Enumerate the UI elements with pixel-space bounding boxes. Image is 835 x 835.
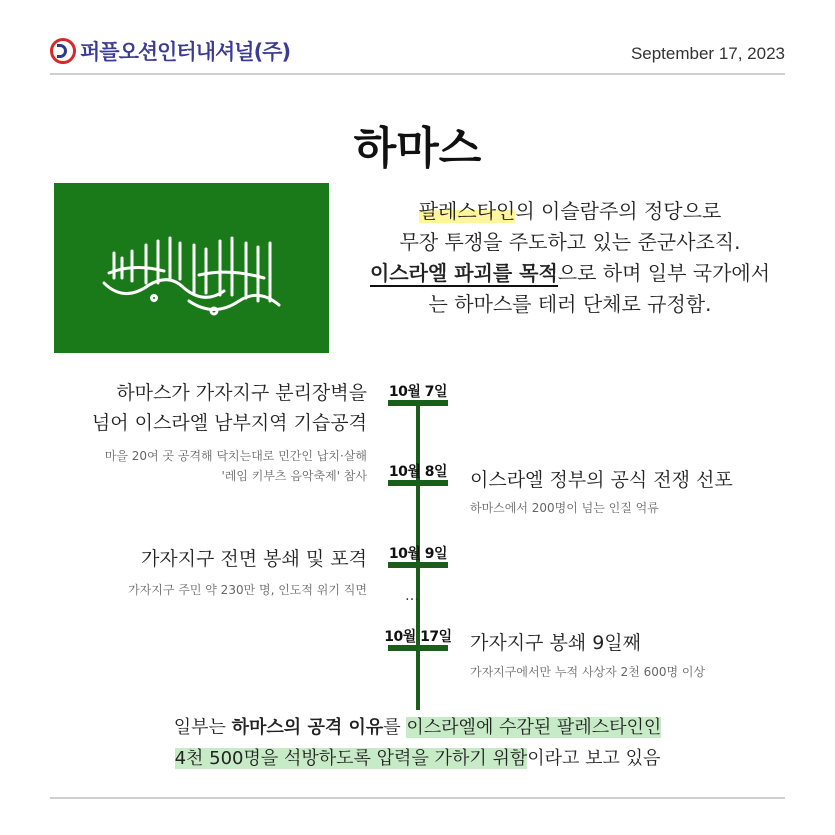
- summary-text-2: 를: [383, 717, 407, 738]
- event-1-detail: [37, 446, 367, 486]
- timeline-ellipsis: …: [405, 588, 419, 604]
- timeline-date-3: 10월 9일: [388, 546, 448, 562]
- description-line-1-rest: 의 이슬람주의 정당으로: [515, 199, 722, 223]
- summary-highlight-2: 4천 500명을 석방하도록 압력을 가하기 위함: [174, 748, 528, 769]
- description-line-4: 는 하마스를 테러 단체로 규정함.: [428, 292, 712, 316]
- event-1-title: [37, 378, 367, 438]
- header: [50, 36, 785, 70]
- footer-divider: [50, 797, 785, 799]
- timeline-date-1: 10월 7일: [388, 384, 448, 400]
- timeline-tick-2: [388, 480, 448, 486]
- description-line-1: [330, 196, 810, 227]
- summary-line-1: [0, 712, 835, 743]
- timeline-date-4: 10월 17일: [384, 629, 452, 645]
- brand-name: 퍼플오션인터내셔널(주): [80, 40, 291, 64]
- timeline-tick-1: [388, 400, 448, 406]
- event-1-title-line-1: 하마스가 가자지구 분리장벽을: [116, 382, 367, 404]
- description-line-3: [330, 258, 810, 289]
- description-line-3-rest: 으로 하며 일부 국가에서: [557, 261, 771, 285]
- event-2-title: 이스라엘 정부의 공식 전쟁 선포: [470, 469, 733, 491]
- event-2-detail: 하마스에서 200명이 넘는 인질 억류: [470, 501, 659, 515]
- timeline-date-2: 10월 8일: [388, 464, 448, 480]
- summary: [0, 712, 835, 774]
- header-divider: [50, 73, 785, 75]
- summary-line-2: [0, 743, 835, 774]
- hamas-description: [330, 196, 810, 320]
- timeline-tick-3: [388, 562, 448, 568]
- event-3-detail: 가자지구 주민 약 230만 명, 인도적 위기 직면: [128, 583, 367, 597]
- publish-date: September 17, 2023: [630, 44, 785, 63]
- summary-bold-reason: 하마스의 공격 이유: [231, 717, 384, 738]
- timeline-tick-4: [388, 645, 448, 651]
- summary-text-1: 일부는: [173, 717, 232, 738]
- page-title: 하마스: [353, 123, 482, 174]
- underlined-purpose: 이스라엘 파괴를 목적: [369, 261, 558, 285]
- event-1-detail-line-2: '레임 키부츠 음악축제' 참사: [221, 469, 367, 483]
- brand-logo-icon: [50, 38, 76, 64]
- highlight-palestine: 팔레스타인: [418, 199, 516, 223]
- event-4-detail: 가자지구에서만 누적 사상자 2천 600명 이상: [470, 665, 706, 679]
- summary-highlight-1: 이스라엘에 수감된 팔레스타인인: [406, 717, 662, 738]
- summary-text-3: 이라고 보고 있음: [527, 748, 661, 769]
- brand-logo[interactable]: [50, 36, 290, 66]
- description-line-2: 무장 투쟁을 주도하고 있는 준군사조직.: [399, 230, 741, 254]
- event-3-title: 가자지구 전면 봉쇄 및 포격: [140, 548, 367, 570]
- event-4-title: 가자지구 봉쇄 9일째: [470, 632, 641, 654]
- event-1-title-line-2: 넘어 이스라엘 남부지역 기습공격: [91, 412, 367, 434]
- hamas-flag-icon: [54, 183, 329, 353]
- event-1-detail-line-1: 마을 20여 곳 공격해 닥치는대로 민간인 납치·살해: [104, 449, 367, 463]
